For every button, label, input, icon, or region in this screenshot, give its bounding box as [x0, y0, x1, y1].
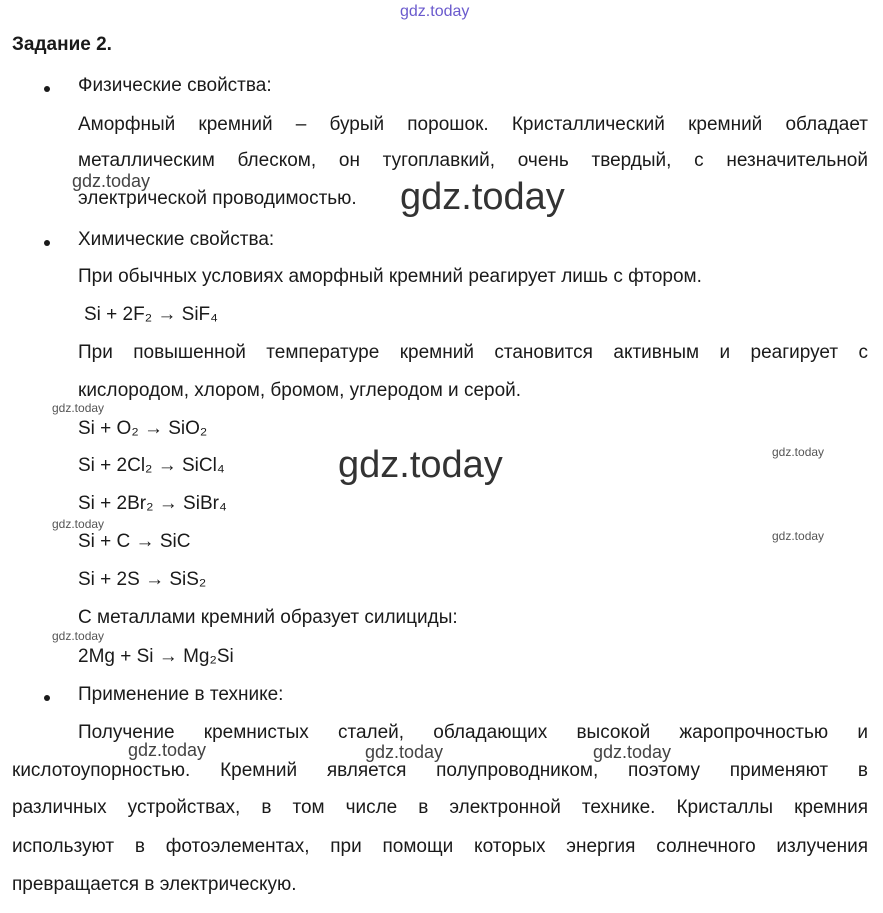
section-heading-physical: Физические свойства:	[78, 75, 272, 96]
paragraph-line: используют в фотоэлементах, при помощи которых энергия солнечного излучения	[12, 836, 868, 857]
watermark: gdz.today	[128, 740, 207, 760]
equation-chlorine: Si + 2Cl₂ → SiCl₄	[78, 455, 225, 476]
paragraph-line: С металлами кремний образует силициды:	[78, 607, 458, 628]
task-title: Задание 2.	[12, 34, 112, 55]
paragraph-line: электрической проводимостью.	[78, 188, 357, 209]
paragraph-line: металлическим блеском, он тугоплавкий, очень твердый, с незначительной	[78, 150, 868, 171]
watermark: gdz.today	[365, 742, 444, 762]
watermark: gdz.today	[772, 529, 825, 543]
equation-oxygen: Si + O₂ → SiO₂	[78, 418, 208, 439]
paragraph-line: различных устройствах, в том числе в электронной технике. Кристаллы кремния	[12, 797, 868, 818]
watermark: gdz.today	[72, 171, 151, 191]
equation-bromine: Si + 2Br₂ → SiBr₄	[78, 493, 227, 514]
equation-sulfur: Si + 2S → SiS₂	[78, 569, 207, 590]
bullet-icon	[44, 695, 50, 701]
paragraph-line: Аморфный кремний – бурый порошок. Кристаллический кремний обладает	[78, 114, 868, 135]
watermark: gdz.today	[52, 401, 105, 415]
paragraph-line: кислородом, хлором, бромом, углеродом и серой.	[78, 380, 522, 401]
watermark: gdz.today	[52, 517, 105, 531]
bullet-icon	[44, 86, 50, 92]
watermark: gdz.today	[772, 445, 825, 459]
watermark: gdz.today	[593, 742, 672, 762]
watermark-top: gdz.today	[400, 3, 470, 20]
equation-magnesium: 2Mg + Si → Mg₂Si	[78, 646, 234, 667]
equation-fluorine: Si + 2F₂ → SiF₄	[84, 304, 218, 325]
watermark: gdz.today	[52, 629, 105, 643]
paragraph-line: При обычных условиях аморфный кремний реагирует лишь с фтором.	[78, 266, 702, 287]
equation-carbon: Si + C → SiC	[78, 531, 191, 552]
paragraph-line: кислотоупорностью. Кремний является полупроводником, поэтому применяют в	[12, 760, 868, 781]
paragraph-line: При повышенной температуре кремний становится активным и реагирует с	[78, 342, 868, 363]
paragraph-line: превращается в электрическую.	[12, 874, 297, 895]
bullet-icon	[44, 240, 50, 246]
section-heading-chemical: Химические свойства:	[78, 229, 275, 250]
section-heading-application: Применение в технике:	[78, 684, 284, 705]
watermark: gdz.today	[338, 444, 503, 486]
watermark: gdz.today	[400, 176, 565, 218]
paragraph-line: Получение кремнистых сталей, обладающих высокой жаропрочностью и	[78, 722, 868, 743]
